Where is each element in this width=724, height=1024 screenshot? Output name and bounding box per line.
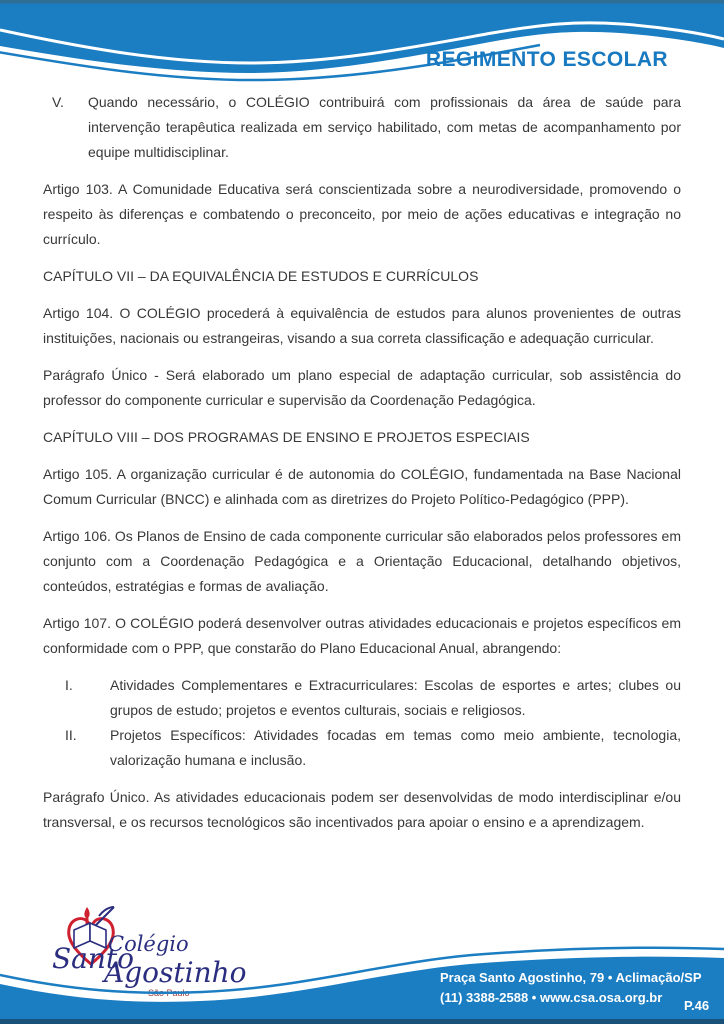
article-103-paragraph: Artigo 103. A Comunidade Educativa será conscientizada sobre a neurodiversidade, promovendo o respeito às diferenças e combatendo o preconceito, por meio de ações educativas e integração no currículo.	[43, 181, 681, 247]
logo-word-agostinho: Agostinho	[104, 956, 247, 989]
sole-paragraph-1: Parágrafo Único - Será elaborado um plano especial de adaptação curricular, sob assistência do professor do componente curricular e supervisão da Coordenação Pedagógica.	[43, 367, 681, 408]
list-item-ii-text: Projetos Específicos: Atividades focadas em temas como meio ambiente, tecnologia, valorização humana e inclusão.	[110, 727, 681, 768]
article-107-paragraph: Artigo 107. O COLÉGIO poderá desenvolver outras atividades educacionais e projetos específicos em conformidade com o PPP, que constarão do Plano Educacional Anual, abrangendo:	[43, 615, 681, 656]
list-marker-ii: II.	[65, 727, 77, 743]
list-marker-v: V.	[52, 94, 64, 110]
sole-paragraph-2: Parágrafo Único. As atividades educacionais podem ser desenvolvidas de modo interdisciplinar e/ou transversal, e os recursos tecnológicos são incentivados para apoiar o ensino e a aprendizagem.	[43, 789, 681, 830]
logo-subtitle-sao-paulo: São Paulo	[148, 988, 190, 998]
document-body	[43, 90, 681, 847]
footer-address-line2: (11) 3388-2588 • www.csa.osa.org.br	[440, 990, 663, 1005]
page-title: REGIMENTO ESCOLAR	[425, 48, 668, 71]
article-105-paragraph: Artigo 105. A organização curricular é de autonomia do COLÉGIO, fundamentada na Base Nacional Comum Curricular (BNCC) e alinhada com as diretrizes do Projeto Político-Pedagógico (PPP).	[43, 466, 681, 507]
article-107-items	[43, 673, 681, 773]
page-number: P.46	[684, 998, 710, 1013]
article-104-paragraph: Artigo 104. O COLÉGIO procederá à equivalência de estudos para alunos provenientes de outras instituições, nacionais ou estrangeiras, visando a sua correta classificação e adequação curricular.	[43, 305, 681, 346]
list-marker-i: I.	[65, 677, 73, 693]
list-item-i	[43, 673, 681, 723]
footer-address	[440, 968, 702, 1008]
chapter-7-heading: CAPÍTULO VII – DA EQUIVALÊNCIA DE ESTUDOS E CURRÍCULOS	[43, 268, 479, 284]
logo-word-colegio: Colégio	[108, 932, 189, 956]
article-106-paragraph: Artigo 106. Os Planos de Ensino de cada componente curricular são elaborados pelos professores em conjunto com a Coordenação Pedagógica e a Orientação Educacional, detalhando objetivos, conteúdos, estratégias e formas de avaliação.	[43, 528, 681, 594]
list-item-i-text: Atividades Complementares e Extracurriculares: Escolas de esportes e artes; clubes ou grupos de estudo; projetos e eventos culturais, sociais e religiosos.	[110, 677, 681, 718]
list-item-ii	[43, 723, 681, 773]
chapter-8-heading: CAPÍTULO VIII – DOS PROGRAMAS DE ENSINO E PROJETOS ESPECIAIS	[43, 429, 530, 445]
list-item-v-text: Quando necessário, o COLÉGIO contribuirá com profissionais da área de saúde para intervenção terapêutica realizada em serviço habilitado, com metas de acompanhamento por equipe multidisciplinar.	[88, 94, 681, 160]
list-item-v	[43, 90, 681, 165]
footer-address-line1: Praça Santo Agostinho, 79 • Aclimação/SP	[440, 970, 702, 985]
logo-word-santo: Santo	[52, 942, 135, 975]
